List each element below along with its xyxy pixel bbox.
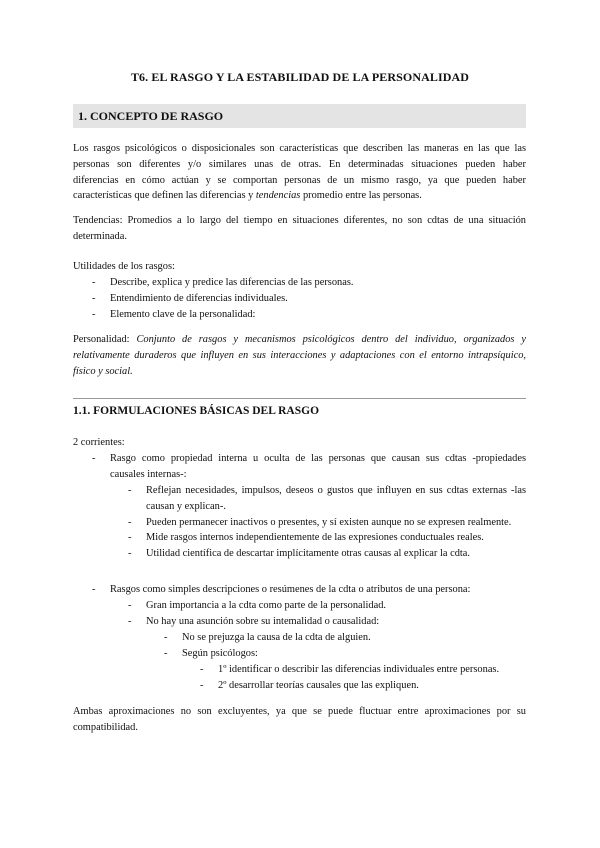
corriente-2-sublist	[164, 630, 526, 662]
personalidad-paragraph	[73, 332, 526, 379]
corriente-1-text	[110, 451, 526, 483]
intro-paragraph	[73, 141, 526, 204]
list-item	[128, 546, 526, 562]
dash-bullet: -	[92, 308, 96, 320]
list-item	[128, 530, 526, 546]
list-item	[92, 275, 526, 291]
dash-bullet: -	[200, 664, 204, 675]
list-item-text: 2º desarrollar teorías causales que las expliquen.	[218, 679, 419, 691]
dash-bullet: -	[164, 647, 168, 659]
list-item	[128, 614, 526, 630]
list-item	[164, 646, 526, 662]
list-item	[200, 662, 526, 678]
list-item-text: 1º identificar o describir las diferencias individuales entre personas.	[218, 664, 500, 675]
section-divider	[73, 398, 526, 399]
list-item	[92, 307, 526, 323]
corriente-2	[92, 582, 526, 598]
list-item	[128, 598, 526, 614]
intro-line: Los rasgos psicológicos o disposicionales son características que describen las maneras en las que las	[73, 143, 526, 154]
list-item	[200, 678, 526, 694]
list-item-text: Según psicólogos:	[182, 647, 258, 659]
dash-bullet: -	[128, 485, 132, 496]
list-item-text: Reflejan necesidades, impulsos, deseos o gustos que influyen en sus cdtas externas -las causan y explican-.	[146, 485, 526, 512]
dash-bullet: -	[92, 292, 96, 304]
intro-text: promedio entre las personas.	[300, 190, 422, 202]
intro-line: diferencias en cómo actúan y se comportan personas de un mismo rasgo, ya que pueden haber	[73, 174, 526, 186]
utilidades-label: Utilidades de los rasgos:	[73, 261, 175, 272]
list-item-text: Elemento clave de la personalidad:	[110, 308, 256, 320]
subsection-heading: 1.1. FORMULACIONES BÁSICAS DEL RASGO	[73, 405, 320, 417]
dash-bullet: -	[164, 632, 168, 643]
section-heading: 1. CONCEPTO DE RASGO	[78, 109, 224, 123]
dash-bullet: -	[92, 277, 96, 288]
personalidad-definition: Conjunto de rasgos y mecanismos psicológicos dentro del individuo, organizados y relativamente duraderos que influyen en sus interacciones y adaptaciones con el entorno intrapsíquico, físico y social.	[73, 334, 526, 377]
dash-bullet: -	[92, 584, 96, 595]
corriente-2-list	[128, 598, 526, 630]
list-item	[164, 630, 526, 646]
list-item	[128, 483, 526, 515]
list-item-text: No hay una asunción sobre su intemalidad o causalidad:	[146, 615, 380, 627]
corriente-1	[92, 451, 526, 483]
dash-bullet: -	[128, 600, 132, 611]
corrientes-label: 2 corrientes:	[73, 437, 125, 448]
text-line: Rasgo como propiedad interna u oculta de las personas que causan sus cdtas -propiedades	[110, 453, 526, 464]
corriente-2-subsublist	[200, 662, 526, 694]
dash-bullet: -	[92, 453, 96, 464]
list-item-text: Pueden permanecer inactivos o presentes, y sí existen aunque no se expresen realmente.	[146, 516, 512, 528]
corriente-2-text: Rasgos como simples descripciones o resúmenes de la cdta o atributos de una persona:	[110, 584, 471, 595]
section-heading-bar	[73, 104, 526, 128]
tendencias-paragraph: Tendencias: Promedios a lo largo del tiempo en situaciones diferentes, no son cdtas de una situación determinada.	[73, 215, 526, 242]
personalidad-label: Personalidad:	[73, 334, 137, 345]
list-item-text: Describe, explica y predice las diferencias de las personas.	[110, 277, 354, 288]
utilidades-list	[92, 275, 526, 322]
list-item	[128, 515, 526, 531]
list-item	[92, 291, 526, 307]
intro-line: personas son diferentes y/o similares unas de otras. En determinadas situaciones pueden haber	[73, 158, 526, 170]
list-item-text: Utilidad científica de descartar implícitamente otras causas al explicar la cdta.	[146, 548, 470, 560]
list-item-text: Entendimiento de diferencias individuales.	[110, 292, 288, 304]
dash-bullet: -	[128, 548, 132, 560]
document-title: T6. EL RASGO Y LA ESTABILIDAD DE LA PERSONALIDAD	[130, 70, 470, 84]
corriente-1-list	[128, 483, 526, 562]
intro-line-last	[73, 188, 526, 204]
dash-bullet: -	[128, 615, 132, 627]
list-item-text: Gran importancia a la cdta como parte de la personalidad.	[146, 600, 387, 611]
dash-bullet: -	[200, 679, 204, 691]
dash-bullet: -	[128, 516, 132, 528]
conclusion-paragraph: Ambas aproximaciones no son excluyentes, ya que se puede fluctuar entre aproximaciones por su compatibilidad.	[73, 706, 526, 733]
text-line: causales internas-:	[110, 468, 187, 480]
dash-bullet: -	[128, 532, 132, 544]
list-item-text: Mide rasgos internos independientemente de las expresiones conductuales reales.	[146, 532, 484, 544]
tendencias-italic: tendencias	[255, 190, 301, 202]
intro-text: características que definen las diferencias y	[73, 190, 256, 202]
list-item-text: No se prejuzga la causa de la cdta de alguien.	[182, 632, 371, 643]
